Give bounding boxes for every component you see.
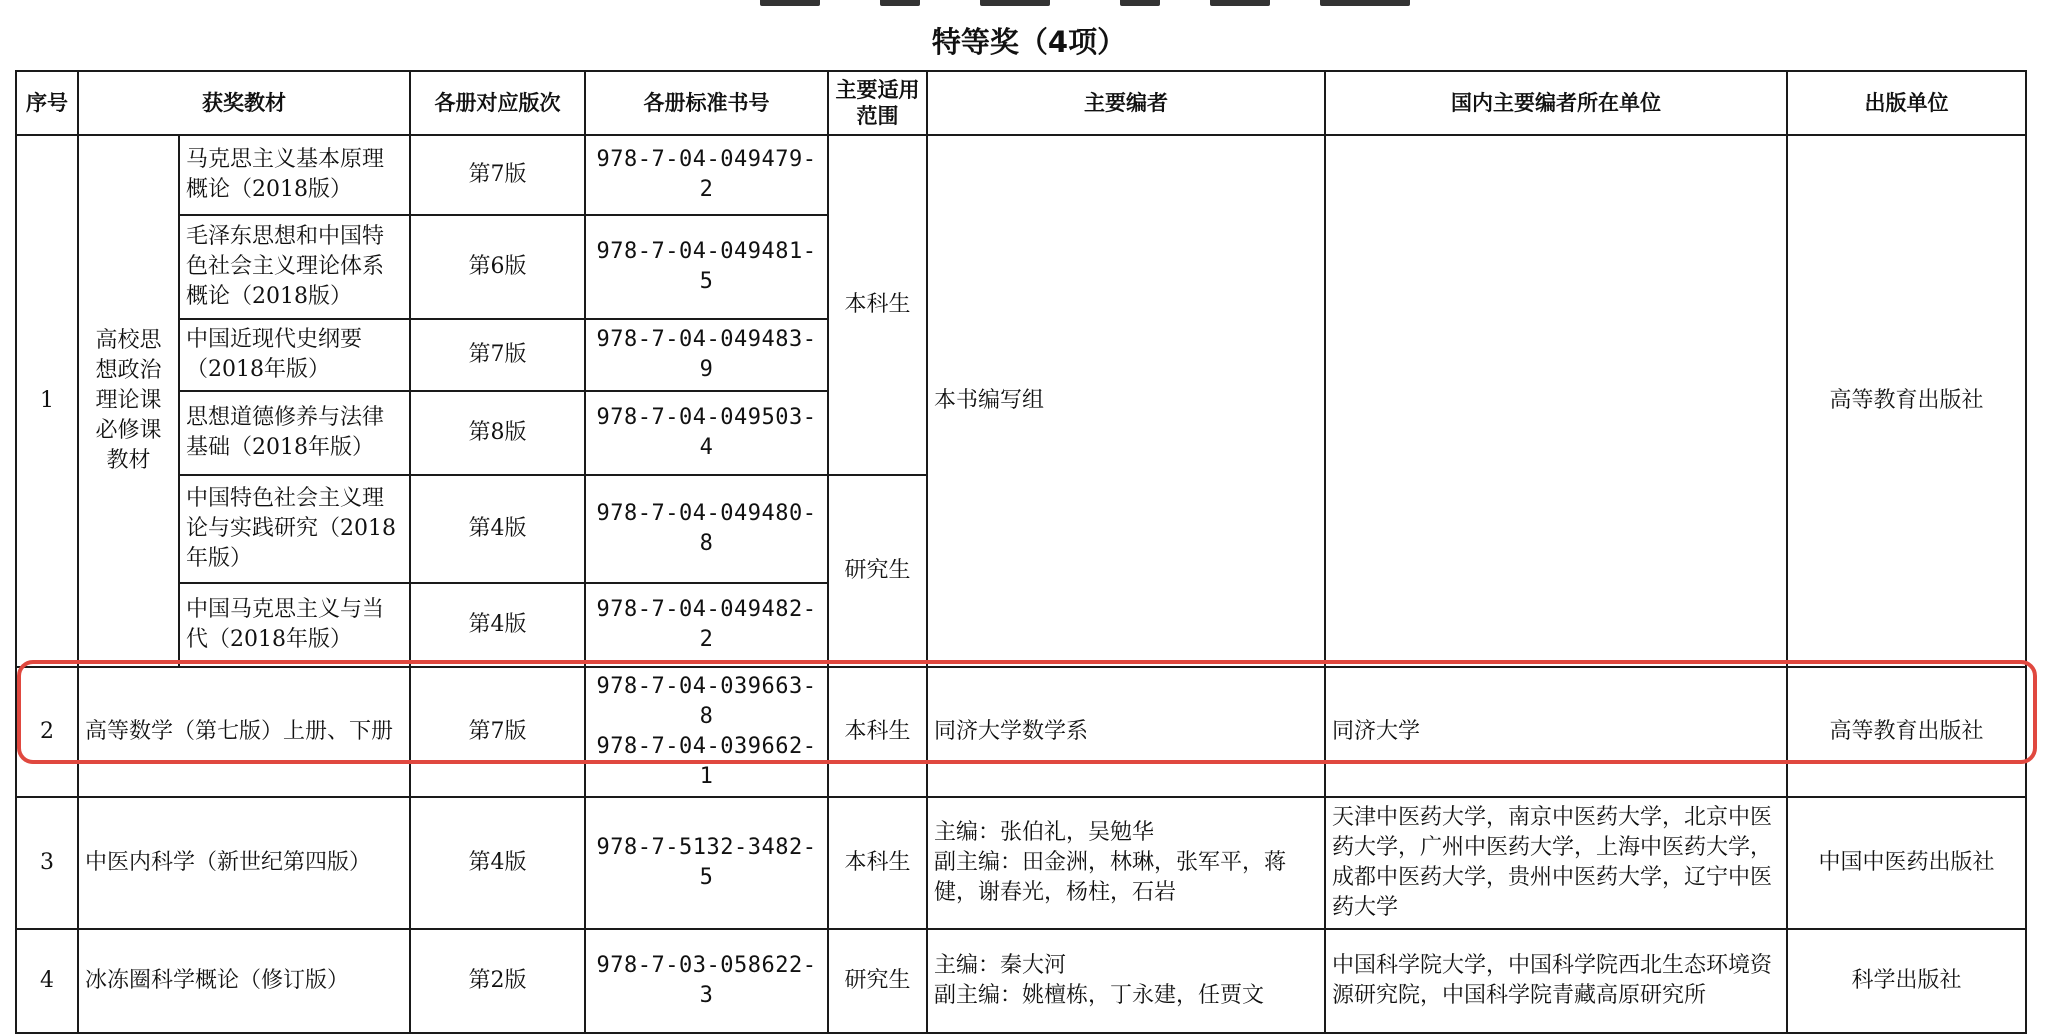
isbn-cell: 978-7-04-049481-5 bbox=[585, 215, 828, 319]
isbn-cell bbox=[585, 797, 828, 929]
editors-cell bbox=[927, 667, 1325, 797]
table-row bbox=[16, 797, 2026, 929]
isbn-cell bbox=[585, 929, 828, 1033]
book-name: 中国特色社会主义理论与实践研究（2018年版） bbox=[179, 475, 410, 583]
publisher-cell: 高等教育出版社 bbox=[1787, 667, 2026, 797]
edition-cell: 第4版 bbox=[410, 475, 585, 583]
isbn-cell: 978-7-04-049483-9 bbox=[585, 319, 828, 391]
scope-cell: 研究生 bbox=[828, 475, 927, 667]
units-cell: 同济大学 bbox=[1325, 667, 1787, 797]
header-row bbox=[16, 71, 2026, 135]
isbn-cell: 978-7-04-049479-2 bbox=[585, 135, 828, 215]
isbn-line: 978-7-03-058622-3 bbox=[596, 953, 817, 1008]
book-name: 中国近现代史纲要（2018年版） bbox=[179, 319, 410, 391]
editors-line: 副主编：姚檀栋，丁永建，任贾文 bbox=[934, 983, 1265, 1008]
publisher-cell: 科学出版社 bbox=[1787, 929, 2026, 1033]
table-row bbox=[16, 667, 2026, 797]
book-category: 高校思想政治理论课必修课教材 bbox=[78, 135, 179, 667]
edition-cell: 第7版 bbox=[410, 135, 585, 215]
editors-cell bbox=[927, 929, 1325, 1033]
editors-cell bbox=[927, 797, 1325, 929]
awards-table bbox=[15, 70, 2027, 1034]
isbn-cell: 978-7-04-049482-2 bbox=[585, 583, 828, 667]
editors-line: 主编：秦大河 bbox=[934, 953, 1067, 978]
editors-cell: 本书编写组 bbox=[927, 135, 1325, 667]
book-name: 冰冻圈科学概论（修订版） bbox=[78, 929, 410, 1033]
publisher-cell: 中国中医药出版社 bbox=[1787, 797, 2026, 929]
header-isbn: 各册标准书号 bbox=[585, 71, 828, 135]
edition-cell: 第4版 bbox=[410, 797, 585, 929]
isbn-cell: 978-7-04-049503-4 bbox=[585, 391, 828, 475]
book-name: 中国马克思主义与当代（2018年版） bbox=[179, 583, 410, 667]
isbn-line: 978-7-5132-3482-5 bbox=[596, 835, 817, 890]
edition-cell: 第7版 bbox=[410, 667, 585, 797]
header-publisher: 出版单位 bbox=[1787, 71, 2026, 135]
header-editors: 主要编者 bbox=[927, 71, 1325, 135]
edition-cell: 第4版 bbox=[410, 583, 585, 667]
edition-cell: 第7版 bbox=[410, 319, 585, 391]
table-row bbox=[16, 929, 2026, 1033]
book-name: 高等数学（第七版）上册、下册 bbox=[78, 667, 410, 797]
editors-line: 副主编：田金洲，林琳，张军平，蒋健，谢春光，杨柱，石岩 bbox=[934, 850, 1287, 905]
editors-line: 同济大学数学系 bbox=[934, 719, 1089, 744]
header-book: 获奖教材 bbox=[78, 71, 410, 135]
publisher-cell: 高等教育出版社 bbox=[1787, 135, 2026, 667]
units-cell bbox=[1325, 135, 1787, 667]
header-no: 序号 bbox=[16, 71, 78, 135]
isbn-line: 978-7-04-039662-1 bbox=[596, 734, 817, 789]
table-row bbox=[16, 135, 2026, 215]
row-number: 3 bbox=[16, 797, 78, 929]
book-name: 毛泽东思想和中国特色社会主义理论体系概论（2018版） bbox=[179, 215, 410, 319]
row-number: 2 bbox=[16, 667, 78, 797]
isbn-cell bbox=[585, 667, 828, 797]
scope-cell: 本科生 bbox=[828, 667, 927, 797]
edition-cell: 第2版 bbox=[410, 929, 585, 1033]
isbn-cell: 978-7-04-049480-8 bbox=[585, 475, 828, 583]
units-cell: 中国科学院大学，中国科学院西北生态环境资源研究院，中国科学院青藏高原研究所 bbox=[1325, 929, 1787, 1033]
edition-cell: 第6版 bbox=[410, 215, 585, 319]
scope-cell: 本科生 bbox=[828, 135, 927, 475]
isbn-line: 978-7-04-039663-8 bbox=[596, 674, 817, 729]
book-name: 思想道德修养与法律基础（2018年版） bbox=[179, 391, 410, 475]
header-scope: 主要适用范围 bbox=[828, 71, 927, 135]
cropped-previous-heading bbox=[0, 0, 2058, 8]
edition-cell: 第8版 bbox=[410, 391, 585, 475]
book-name: 中医内科学（新世纪第四版） bbox=[78, 797, 410, 929]
scope-cell: 研究生 bbox=[828, 929, 927, 1033]
editors-line: 主编：张伯礼，吴勉华 bbox=[934, 820, 1155, 845]
row-number: 1 bbox=[16, 135, 78, 667]
book-name: 马克思主义基本原理概论（2018版） bbox=[179, 135, 410, 215]
header-edition: 各册对应版次 bbox=[410, 71, 585, 135]
row-number: 4 bbox=[16, 929, 78, 1033]
units-cell: 天津中医药大学，南京中医药大学，北京中医药大学，广州中医药大学，上海中医药大学，成都中医药大学，贵州中医药大学，辽宁中医药大学 bbox=[1325, 797, 1787, 929]
header-units: 国内主要编者所在单位 bbox=[1325, 71, 1787, 135]
page-title: 特等奖（4项） bbox=[931, 25, 1127, 59]
scope-cell: 本科生 bbox=[828, 797, 927, 929]
